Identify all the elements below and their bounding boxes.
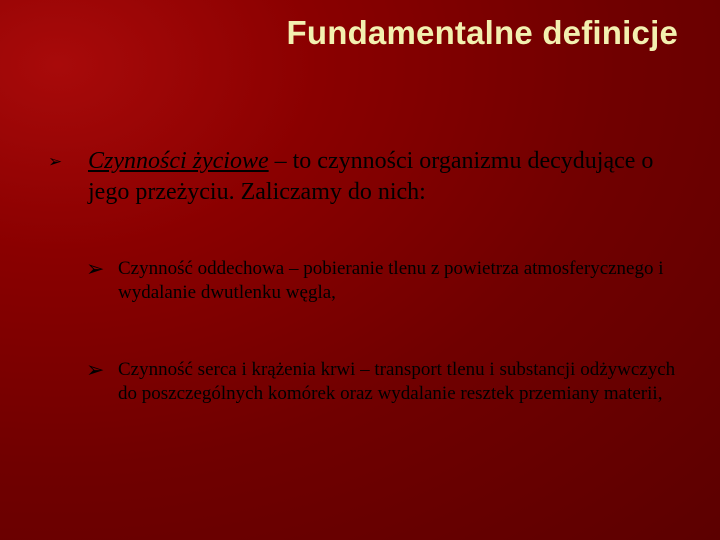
main-bullet-text xyxy=(88,146,688,208)
definition-text: – to czynności organizmu decydujące o jego przeżyciu. Zaliczamy do nich: xyxy=(88,148,654,205)
defined-term: Czynności życiowe xyxy=(88,148,269,174)
arrow-bullet-icon: ➢ xyxy=(86,256,105,281)
sub-bullet-text: Czynność serca i krążenia krwi – transport tlenu i substancji odżywczych do poszczególnych komórek oraz wydalanie resztek przemiany materii, xyxy=(118,359,676,404)
sub-bullet-text: Czynność oddechowa – pobieranie tlenu z powietrza atmosferycznego i wydalanie dwutlenku węgla, xyxy=(118,258,664,303)
arrow-bullet-icon: ➢ xyxy=(86,357,105,382)
arrow-bullet-icon: ➢ xyxy=(48,152,63,171)
slide-title: Fundamentalne definicje xyxy=(286,14,678,51)
